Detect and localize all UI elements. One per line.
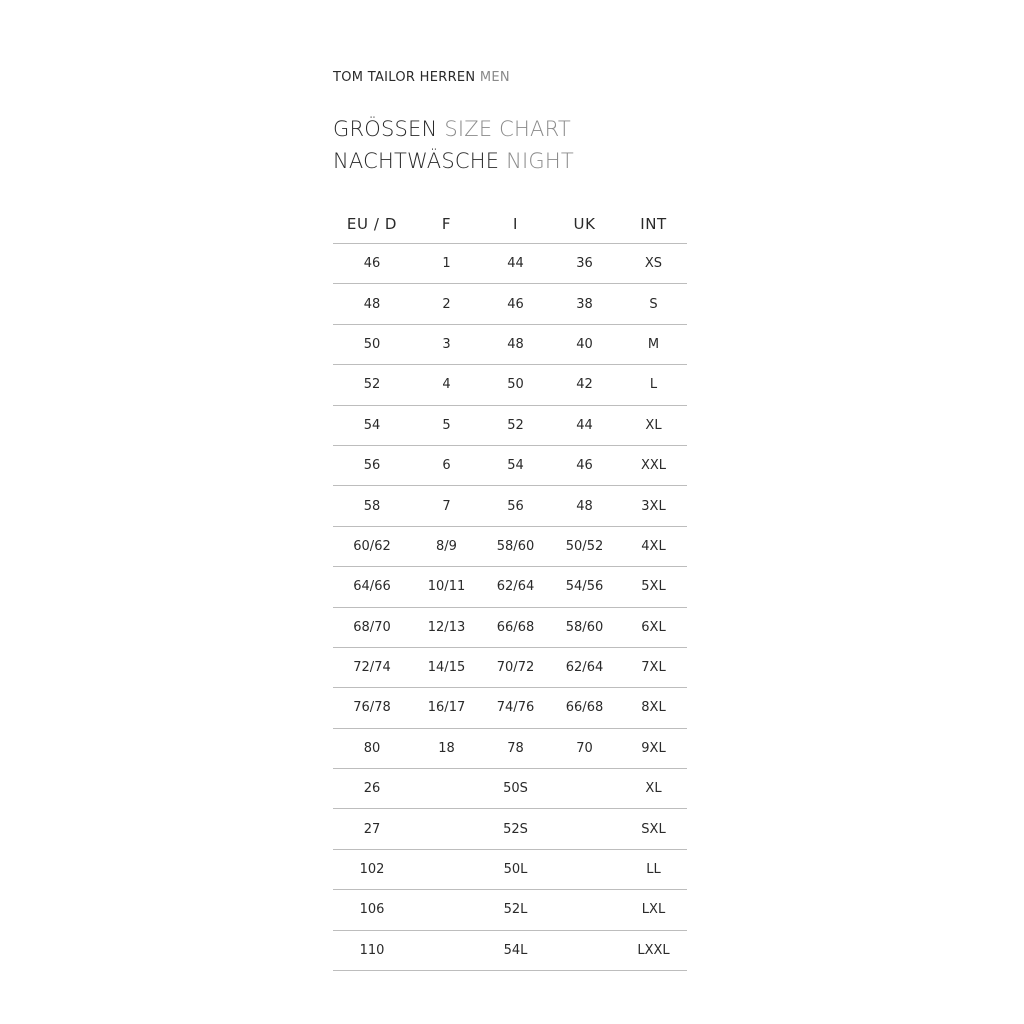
table-row <box>333 688 687 728</box>
table-cell-int: 7XL <box>641 660 666 676</box>
table-cell-eu-d: 64/66 <box>353 579 391 595</box>
table-cell-eu-d: 68/70 <box>353 619 391 635</box>
table-row <box>333 406 687 446</box>
table-cell-eu-d: 46 <box>363 256 381 272</box>
table-cell-f: 6 <box>442 458 451 474</box>
table-cell-int: XL <box>645 417 662 433</box>
table-cell-uk: 70 <box>576 740 593 756</box>
table-cell-f: 18 <box>438 740 455 756</box>
column-header-int: INT <box>640 214 667 233</box>
table-cell-uk: 66/68 <box>565 700 604 716</box>
table-cell-i: 46 <box>507 296 524 312</box>
table-cell-int: 9XL <box>641 740 666 756</box>
table-cell-i: 70/72 <box>496 660 535 676</box>
table-cell-int: XS <box>644 256 663 272</box>
table-row <box>333 890 687 930</box>
table-cell-int: M <box>647 336 660 352</box>
table-cell-i: 44 <box>507 256 524 272</box>
table-row <box>333 284 687 324</box>
table-cell-eu-d: 102 <box>359 862 385 878</box>
table-cell-int: 8XL <box>641 700 666 716</box>
table-cell-i: 78 <box>507 740 524 756</box>
table-cell-eu-d: 76/78 <box>353 700 391 716</box>
table-cell-uk: 40 <box>576 336 593 352</box>
table-cell-uk: 54/56 <box>565 579 604 595</box>
column-header-i: I <box>512 214 519 233</box>
table-row <box>333 567 687 607</box>
table-row <box>333 486 687 526</box>
table-cell-int: S <box>649 296 658 312</box>
table-cell-i: 50L <box>503 862 528 878</box>
table-cell-i: 66/68 <box>496 619 535 635</box>
table-row <box>333 809 687 849</box>
table-cell-int: LXXL <box>637 942 670 958</box>
table-row <box>333 769 687 809</box>
table-cell-f: 7 <box>442 498 451 514</box>
title-1-secondary: SIZE CHART <box>444 117 571 141</box>
table-cell-int: XL <box>645 781 662 797</box>
table-cell-int: LXL <box>641 902 666 918</box>
table-cell-eu-d: 48 <box>363 296 381 312</box>
column-header-eu-d: EU / D <box>346 214 398 233</box>
table-cell-int: 5XL <box>641 579 666 595</box>
table-cell-i: 52S <box>503 821 528 837</box>
table-cell-f: 1 <box>442 256 451 272</box>
page-title-line-2 <box>333 149 574 173</box>
table-cell-int: LL <box>646 862 661 878</box>
table-row <box>333 931 687 971</box>
size-table <box>333 204 687 971</box>
table-cell-i: 58/60 <box>496 538 535 554</box>
table-cell-f: 2 <box>442 296 451 312</box>
table-row <box>333 648 687 688</box>
table-cell-f: 10/11 <box>427 579 466 595</box>
table-body <box>333 244 687 971</box>
table-row <box>333 608 687 648</box>
table-cell-eu-d: 110 <box>359 942 385 958</box>
table-row <box>333 527 687 567</box>
table-cell-eu-d: 26 <box>363 781 381 797</box>
table-cell-eu-d: 60/62 <box>353 538 391 554</box>
table-cell-int: XXL <box>640 458 667 474</box>
column-header-f: F <box>441 214 452 233</box>
brand-line <box>333 70 510 85</box>
table-cell-uk: 36 <box>576 256 593 272</box>
table-cell-eu-d: 58 <box>363 498 381 514</box>
table-cell-int: L <box>649 377 658 393</box>
table-cell-uk: 44 <box>576 417 593 433</box>
table-cell-int: 4XL <box>641 538 666 554</box>
table-cell-int: 6XL <box>641 619 666 635</box>
table-cell-uk: 42 <box>576 377 593 393</box>
table-cell-i: 50S <box>503 781 528 797</box>
column-header-uk: UK <box>573 214 596 233</box>
table-cell-i: 50 <box>507 377 524 393</box>
table-cell-f: 8/9 <box>436 538 457 554</box>
table-row <box>333 729 687 769</box>
title-2-secondary: NIGHT <box>506 149 574 173</box>
table-cell-eu-d: 52 <box>363 377 381 393</box>
title-2-primary: NACHTWÄSCHE <box>333 149 500 173</box>
table-cell-i: 48 <box>507 336 524 352</box>
table-cell-eu-d: 27 <box>363 821 381 837</box>
table-cell-eu-d: 106 <box>359 902 385 918</box>
table-cell-i: 74/76 <box>496 700 535 716</box>
table-cell-i: 54 <box>507 458 524 474</box>
table-cell-uk: 50/52 <box>565 538 604 554</box>
table-cell-eu-d: 50 <box>363 336 381 352</box>
table-row <box>333 244 687 284</box>
table-cell-uk: 62/64 <box>565 660 604 676</box>
table-row <box>333 850 687 890</box>
title-1-primary: GRÖSSEN <box>333 117 438 141</box>
table-cell-int: SXL <box>641 821 666 837</box>
table-row <box>333 365 687 405</box>
brand-primary: TOM TAILOR HERREN <box>333 70 476 85</box>
table-cell-f: 16/17 <box>427 700 466 716</box>
table-row <box>333 446 687 486</box>
table-cell-int: 3XL <box>641 498 666 514</box>
table-cell-eu-d: 80 <box>363 740 381 756</box>
table-cell-uk: 48 <box>576 498 593 514</box>
table-cell-uk: 58/60 <box>565 619 604 635</box>
table-cell-uk: 46 <box>576 458 593 474</box>
table-cell-i: 54L <box>503 942 528 958</box>
table-cell-i: 52L <box>503 902 528 918</box>
table-header-row <box>333 204 687 244</box>
table-row <box>333 325 687 365</box>
page-title-line-1 <box>333 117 571 141</box>
table-cell-f: 5 <box>442 417 451 433</box>
table-cell-eu-d: 72/74 <box>353 660 391 676</box>
table-cell-i: 62/64 <box>496 579 535 595</box>
brand-secondary: MEN <box>479 70 510 85</box>
table-cell-f: 12/13 <box>427 619 466 635</box>
table-cell-uk: 38 <box>576 296 593 312</box>
table-cell-eu-d: 54 <box>363 417 381 433</box>
table-cell-i: 52 <box>507 417 524 433</box>
table-cell-f: 3 <box>442 336 451 352</box>
table-cell-f: 14/15 <box>427 660 466 676</box>
table-cell-i: 56 <box>507 498 524 514</box>
table-cell-f: 4 <box>442 377 451 393</box>
table-cell-eu-d: 56 <box>363 458 381 474</box>
